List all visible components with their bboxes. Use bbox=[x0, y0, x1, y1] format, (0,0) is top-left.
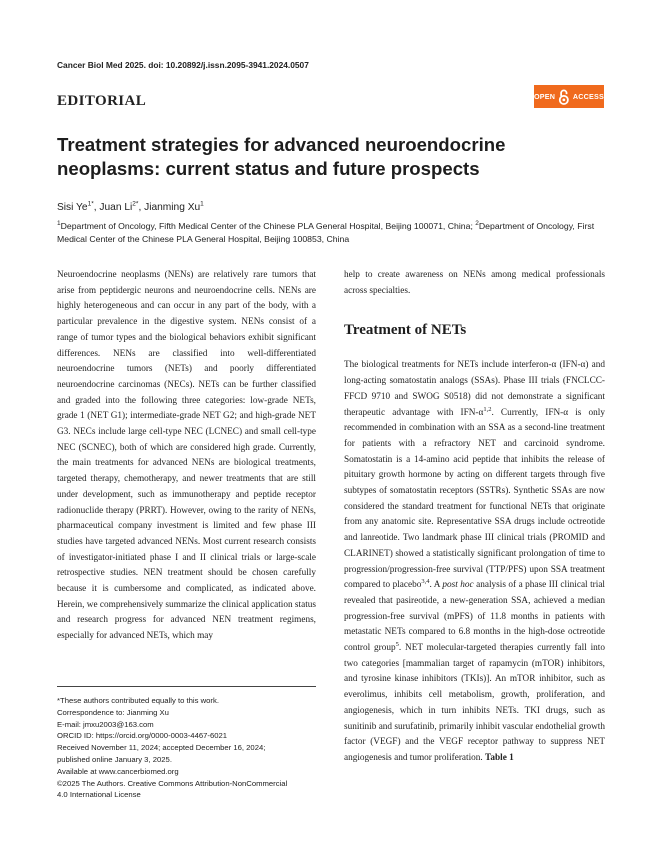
author-separator: , bbox=[138, 202, 145, 213]
footnote-license: 4.0 International License bbox=[57, 790, 141, 800]
footnote-line: Available at www.cancerbiomed.org bbox=[57, 766, 179, 776]
text-run: analysis of a phase III clinical trial revealed that pasireotide, a new-generation SSA, achieved a median progression-free survival (mPFS) of 11.8 months in patients with metastatic NETs compared to 6.8 months in the high-dose octreotide control group bbox=[344, 580, 605, 654]
article-title: Treatment strategies for advanced neuroendocrine neoplasms: current status and future prospects bbox=[57, 134, 506, 179]
author-separator: , bbox=[93, 202, 100, 213]
author-marker: 2* bbox=[132, 200, 139, 208]
author-marker: 1 bbox=[200, 200, 204, 208]
body-column-left bbox=[57, 268, 316, 645]
open-lock-icon bbox=[558, 88, 570, 106]
open-label: OPEN bbox=[534, 92, 556, 101]
footnotes bbox=[57, 686, 316, 801]
footnote-email: E-mail: jmxu2003@163.com bbox=[57, 719, 154, 729]
footnote-line: published online January 3, 2025. bbox=[57, 754, 172, 764]
citation-ref[interactable]: 3,4 bbox=[421, 578, 430, 586]
affiliation-text: Department of Oncology, First Medical Center of the Chinese PLA General Hospital, Beijing 100853, China bbox=[57, 221, 595, 245]
citation-ref[interactable]: 1,2 bbox=[483, 405, 492, 413]
author: Juan Li bbox=[99, 202, 133, 213]
affiliation-marker: 1 bbox=[57, 220, 61, 228]
access-label: ACCESS bbox=[572, 92, 604, 101]
text-run: . Currently, IFN-α is only recommended in combination with an SSA as a second-line treatment for patients with a refractory NET and carcinoid syndrome. Somatostatin is a 14-amino acid peptide that inhibits the release of pituitary growth hormone by acting on different targets through five subtypes of somatostatin receptors (SSTRs). Synthetic SSAs are now considered the standard treatment for functional NETs that originate from any anatomic site. Representative SSA drugs include octreotide and lanreotide. Two landmark phase III clinical trials (PROMID and CLARINET) showed a statistically significant prolongation of time to progression/progression-free survival (TTP/PFS) upon SSA treatment compared to placebo bbox=[344, 407, 605, 591]
affiliation-marker: 2 bbox=[475, 220, 479, 228]
text-run: The biological treatments for NETs include interferon-α (IFN-α) and long-acting somatostatin analogs (SSAs). Phase III trials (FNCLCC-FFCD 9710 and SWOG S0518) did not demonstrate a significant therapeutic advantage with IFN-α bbox=[344, 360, 605, 418]
footnote-license: ©2025 The Authors. Creative Commons Attribution-NonCommercial bbox=[57, 778, 288, 788]
open-access-badge bbox=[534, 85, 604, 108]
section-heading: Treatment of NETs bbox=[344, 322, 467, 339]
body-column-right bbox=[344, 268, 605, 767]
affiliation-text: Department of Oncology, Fifth Medical Center of the Chinese PLA General Hospital, Beijing 100071, China; bbox=[60, 221, 476, 231]
body-paragraph: Neuroendocrine neoplasms (NENs) are relatively rare tumors that arise from peptidergic neurons and neuroendocrine cells. NENs are highly heterogeneous and can occur in any part of the body, with a particular prevalence in the digestive system. NENs consist of a range of tumor types and the biological behaviors exhibit significant differences. NENs are classified into well-differentiated neuroendocrine tumors (NETs) and poorly differentiated neuroendocrine carcinomas (NECs). NETs can be further classified and graded into the following three categories: low-grade NETs, grade 1 (NET G1); intermediate-grade NET G2; and high-grade NET G3. NECs include large cell-type NEC (LCNEC) and small cell-type NEC (SCNEC), both of which are considered high grade. Currently, the main treatments for advanced NENs are biological treatments, targeted therapy, chemotherapy, and newer treatments that are still under development, such as immunotherapy and peptide receptor radionuclide therapy (PRRT). However, owing to the rarity of NENs, pharmaceutical company investment is limited and few phase III studies have targeted advanced NENs. Most current research consists of investigator-initiated phase I and II clinical trials or large-scale retrospective studies. NEN treatment should be chosen carefully because it is cumbersome and complicated, as indicated above. Herein, we comprehensively summarize the clinical application status and research progress for advanced NEN treatment regimens, especially for advanced NETs, which may bbox=[57, 270, 316, 642]
footnote-orcid: ORCID ID: https://orcid.org/0000-0003-4467-6021 bbox=[57, 731, 228, 741]
text-run: . A bbox=[429, 580, 443, 591]
author: Sisi Ye bbox=[57, 202, 88, 213]
text-run: . NET molecular-targeted therapies currently fall into two categories [mammalian target of rapamycin (mTOR) inhibitors, and tyrosine kinase inhibitors (TKIs)]. An mTOR inhibitor, such as everolimus, inhibits cell metabolism, growth, proliferation, and angiogenesis, which in turn inhibits NETs. TKI drugs, such as sunitinib and surufatinib, primarily inhibit vascular endothelial growth factor (VEGF) and the VEGF receptor pathway to suppress NET angiogenesis and tumor proliferation. bbox=[344, 643, 606, 763]
italic-text: post hoc bbox=[442, 580, 474, 591]
citation-ref[interactable]: 5 bbox=[395, 640, 399, 648]
footnote-line: Received November 11, 2024; accepted December 16, 2024; bbox=[57, 743, 266, 753]
body-paragraph-continued: help to create awareness on NENs among medical professionals across specialties. bbox=[344, 270, 605, 296]
table-reference-link[interactable]: Table 1 bbox=[485, 752, 514, 763]
author-list bbox=[57, 202, 204, 213]
section-label: EDITORIAL bbox=[57, 93, 147, 109]
footnote-line: *These authors contributed equally to this work. bbox=[57, 696, 219, 705]
affiliations bbox=[57, 220, 612, 247]
author: Jianming Xu bbox=[144, 202, 201, 213]
body-paragraph bbox=[344, 358, 605, 766]
footnote-line: Correspondence to: Jianming Xu bbox=[57, 707, 169, 717]
journal-citation: Cancer Biol Med 2025. doi: 10.20892/j.issn.2095-3941.2024.0507 bbox=[57, 60, 309, 70]
author-marker: 1* bbox=[87, 200, 94, 208]
